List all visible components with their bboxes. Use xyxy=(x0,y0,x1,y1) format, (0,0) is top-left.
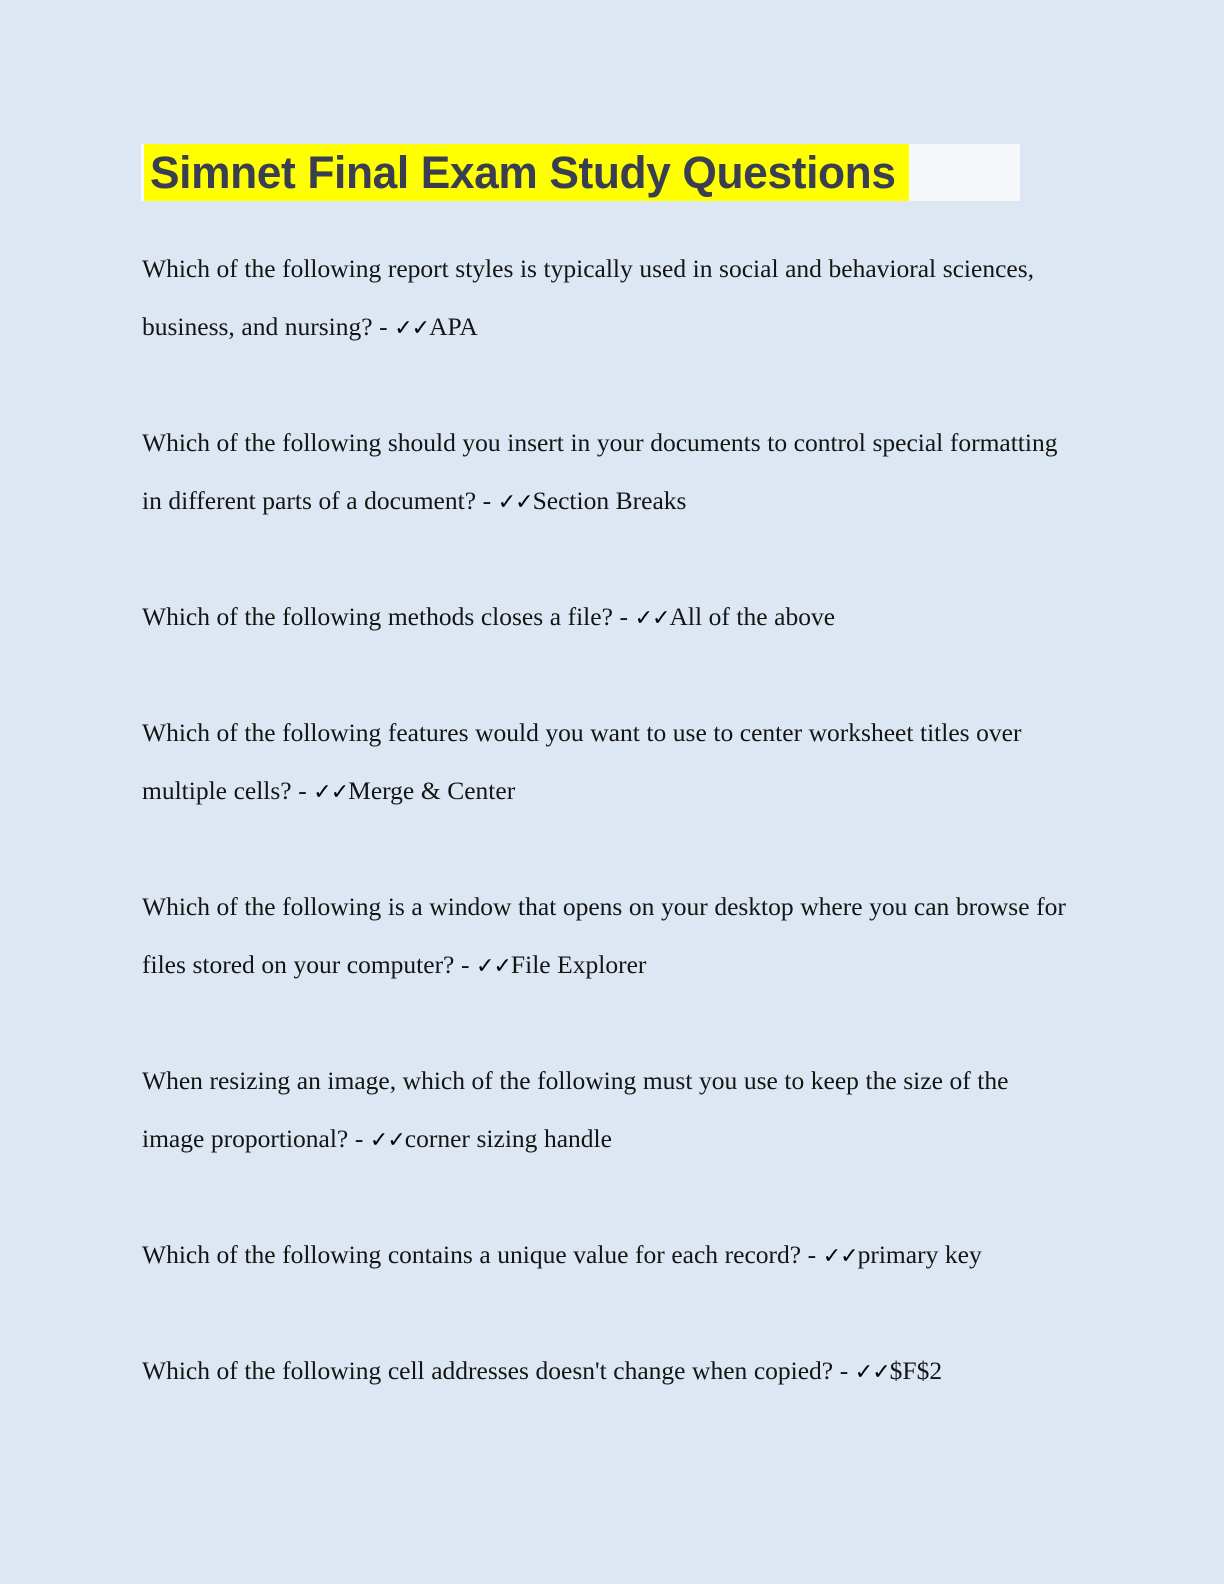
double-check-icon: ✓✓ xyxy=(822,1244,858,1269)
question-text: Which of the following should you insert in your documents to control special formatting in different parts of a document? xyxy=(142,428,1058,515)
question-answer-list xyxy=(142,240,1072,1402)
question-text: Which of the following cell addresses doesn't change when copied? xyxy=(142,1356,834,1385)
qa-separator: - xyxy=(801,1240,823,1269)
qa-item xyxy=(142,240,1072,358)
question-text: Which of the following methods closes a file? xyxy=(142,602,613,631)
title-highlight-band xyxy=(141,144,909,201)
double-check-icon: ✓✓ xyxy=(476,954,511,979)
qa-separator: - xyxy=(612,602,635,631)
double-check-icon: ✓✓ xyxy=(369,1128,405,1153)
double-check-icon: ✓✓ xyxy=(497,490,533,515)
double-check-icon: ✓✓ xyxy=(854,1360,890,1385)
answer-text: File Explorer xyxy=(510,950,647,979)
question-text: Which of the following features would you want to use to center worksheet titles over multiple cells? xyxy=(142,718,1022,805)
answer-text: $F$2 xyxy=(889,1356,943,1385)
double-check-icon: ✓✓ xyxy=(394,316,430,341)
answer-text: Section Breaks xyxy=(532,486,687,515)
answer-text: All of the above xyxy=(669,602,836,631)
qa-separator: - xyxy=(476,486,498,515)
qa-item xyxy=(142,588,1072,648)
answer-text: primary key xyxy=(857,1240,982,1269)
qa-item xyxy=(142,1226,1072,1286)
page-title: Simnet Final Exam Study Questions xyxy=(150,147,896,198)
question-text: Which of the following contains a unique value for each record? xyxy=(142,1240,802,1269)
qa-separator: - xyxy=(833,1356,855,1385)
qa-item xyxy=(142,878,1072,996)
double-check-icon: ✓✓ xyxy=(313,780,349,805)
qa-separator: - xyxy=(348,1124,370,1153)
document-title-row xyxy=(141,144,1020,201)
question-text: Which of the following is a window that opens on your desktop where you can browse for files stored on your computer? xyxy=(142,892,1066,979)
question-text: Which of the following report styles is typically used in social and behavioral sciences, business, and nursing? xyxy=(142,254,1035,341)
qa-separator: - xyxy=(372,312,395,341)
answer-text: APA xyxy=(429,312,478,341)
qa-item xyxy=(142,1052,1072,1170)
qa-item xyxy=(142,704,1072,822)
title-trailing-block xyxy=(909,144,1020,201)
qa-item xyxy=(142,414,1072,532)
qa-item xyxy=(142,1342,1072,1402)
answer-text: Merge & Center xyxy=(348,776,516,805)
double-check-icon: ✓✓ xyxy=(634,606,670,631)
answer-text: corner sizing handle xyxy=(404,1124,612,1153)
question-text: When resizing an image, which of the following must you use to keep the size of the image proportional? xyxy=(142,1066,1009,1153)
qa-separator: - xyxy=(454,950,477,979)
qa-separator: - xyxy=(291,776,314,805)
